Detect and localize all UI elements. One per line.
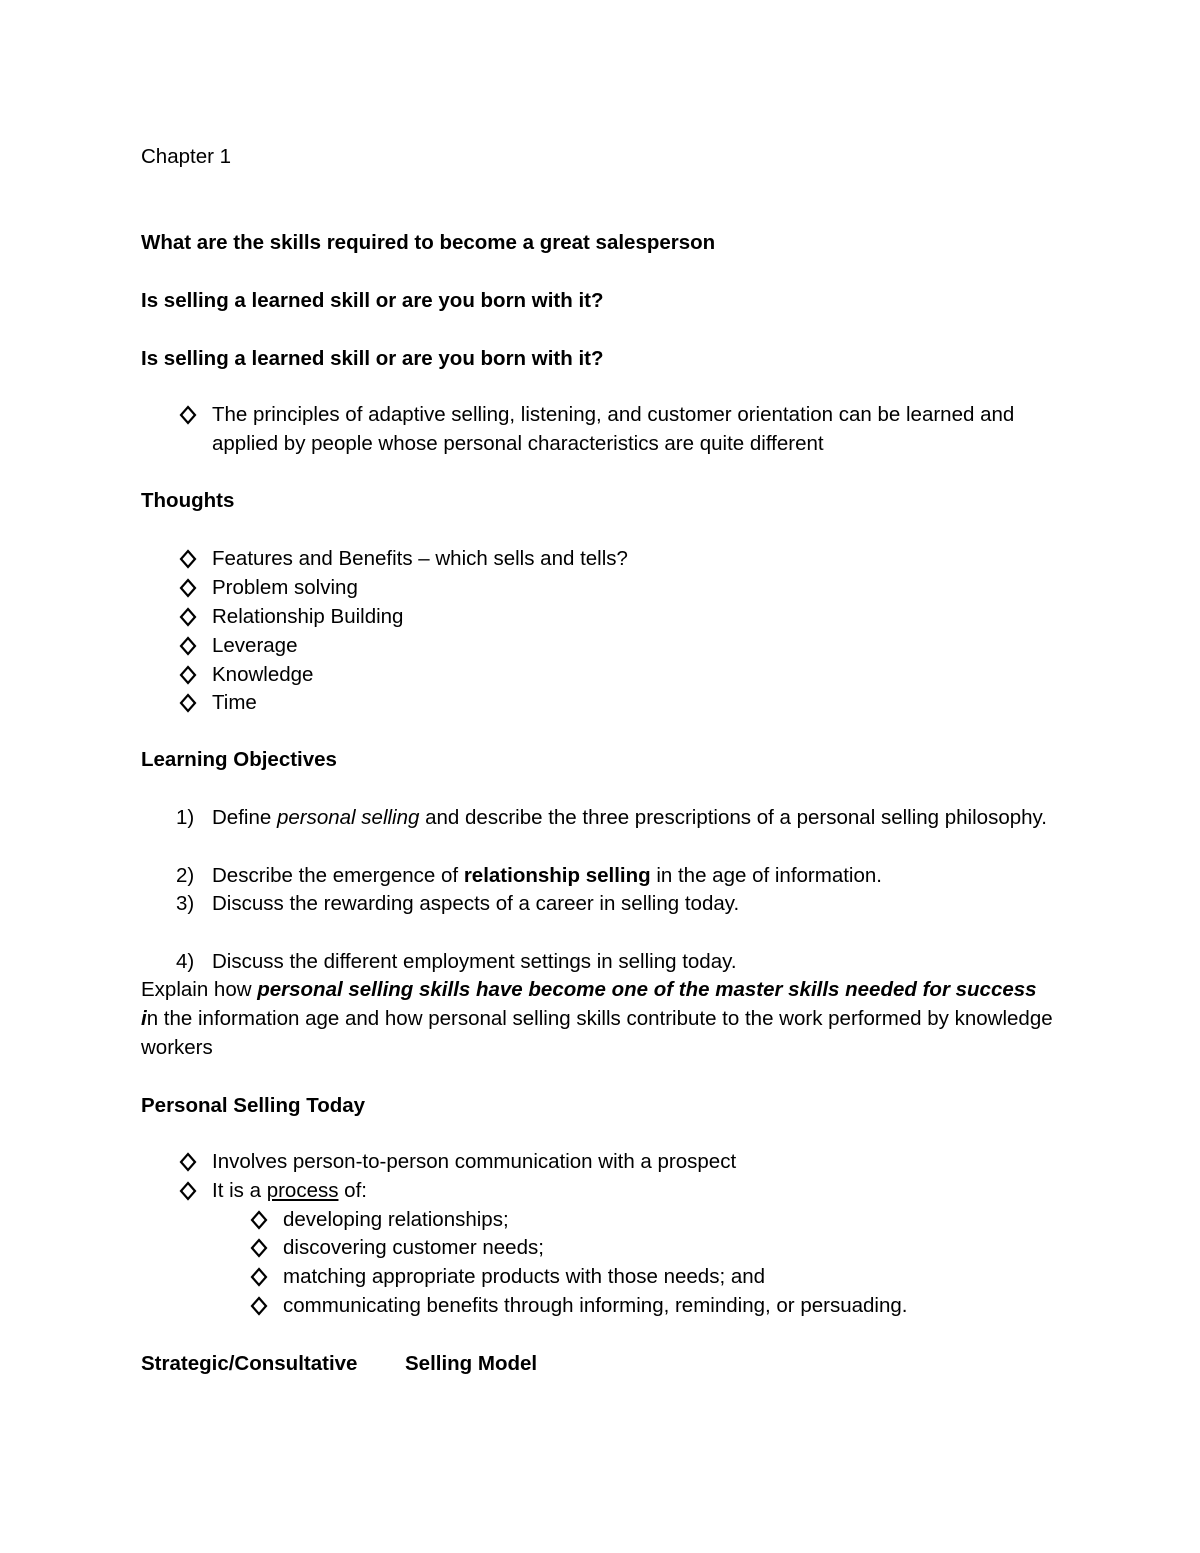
heading-learned-1: Is selling a learned skill or are you born with it? bbox=[141, 289, 604, 312]
objective-text: Discuss the rewarding aspects of a career in selling today. bbox=[212, 892, 740, 915]
objective-text-part: in the age of information. bbox=[650, 864, 882, 887]
personal-selling-item bbox=[212, 1176, 367, 1205]
explain-text-part: n the information age and how personal selling skills contribute to the work performed by knowledge workers bbox=[141, 1007, 1053, 1059]
objective-number: 1) bbox=[176, 806, 195, 829]
heading-thoughts: Thoughts bbox=[141, 489, 235, 512]
process-sub-item: discovering customer needs; bbox=[283, 1236, 544, 1259]
objective-text-part: Define bbox=[212, 806, 277, 829]
diamond-outline-icon bbox=[178, 578, 198, 598]
diamond-outline-icon bbox=[249, 1296, 269, 1316]
process-sub-item: matching appropriate products with those needs; and bbox=[283, 1265, 766, 1288]
process-sub-item: developing relationships; bbox=[283, 1208, 509, 1231]
thoughts-item: Relationship Building bbox=[212, 605, 404, 628]
diamond-outline-icon bbox=[178, 693, 198, 713]
diamond-outline-icon bbox=[178, 607, 198, 627]
objective-text bbox=[212, 803, 1062, 832]
thoughts-item: Leverage bbox=[212, 634, 298, 657]
explain-paragraph bbox=[141, 975, 1056, 1062]
objective-number: 3) bbox=[176, 892, 195, 915]
objective-strong: relationship selling bbox=[463, 864, 651, 887]
thoughts-item: Features and Benefits – which sells and tells? bbox=[212, 547, 628, 570]
heading-skills: What are the skills required to become a great salesperson bbox=[141, 231, 716, 254]
objective-number: 2) bbox=[176, 864, 195, 887]
diamond-outline-icon bbox=[249, 1238, 269, 1258]
diamond-outline-icon bbox=[178, 405, 198, 425]
heading-model-right: Selling Model bbox=[405, 1352, 538, 1375]
objective-number: 4) bbox=[176, 950, 195, 973]
diamond-outline-icon bbox=[178, 636, 198, 656]
objective-text bbox=[212, 861, 1062, 890]
item-text-part: It is a bbox=[212, 1179, 267, 1202]
diamond-outline-icon bbox=[249, 1267, 269, 1287]
diamond-outline-icon bbox=[178, 1181, 198, 1201]
objective-text-part: and describe the three prescriptions of a personal selling philosophy. bbox=[419, 806, 1047, 829]
thoughts-item: Time bbox=[212, 691, 257, 714]
heading-learned-2: Is selling a learned skill or are you born with it? bbox=[141, 347, 604, 370]
thoughts-item: Knowledge bbox=[212, 663, 314, 686]
process-sub-item: communicating benefits through informing, reminding, or persuading. bbox=[283, 1294, 908, 1317]
diamond-outline-icon bbox=[178, 665, 198, 685]
item-text-part: of: bbox=[338, 1179, 367, 1202]
diamond-outline-icon bbox=[178, 549, 198, 569]
process-underlined: process bbox=[266, 1179, 339, 1202]
heading-personal-selling: Personal Selling Today bbox=[141, 1094, 366, 1117]
objective-emphasis: personal selling bbox=[276, 806, 420, 829]
thoughts-item: Problem solving bbox=[212, 576, 358, 599]
objective-text-part: Describe the emergence of bbox=[212, 864, 464, 887]
explain-emphasis: personal selling skills have become one of the master skills needed for success i bbox=[141, 978, 1037, 1030]
diamond-outline-icon bbox=[249, 1210, 269, 1230]
learned-bullet-text: The principles of adaptive selling, listening, and customer orientation can be learned and applied by people whose personal characteristics are quite different bbox=[212, 403, 1015, 455]
personal-selling-item: Involves person-to-person communication with a prospect bbox=[212, 1150, 737, 1173]
heading-learning-objectives: Learning Objectives bbox=[141, 748, 337, 771]
heading-model-left: Strategic/Consultative bbox=[141, 1352, 358, 1375]
diamond-outline-icon bbox=[178, 1152, 198, 1172]
objective-text: Discuss the different employment settings in selling today. bbox=[212, 950, 737, 973]
explain-text-part: Explain how bbox=[141, 978, 258, 1001]
chapter-title: Chapter 1 bbox=[141, 145, 232, 168]
